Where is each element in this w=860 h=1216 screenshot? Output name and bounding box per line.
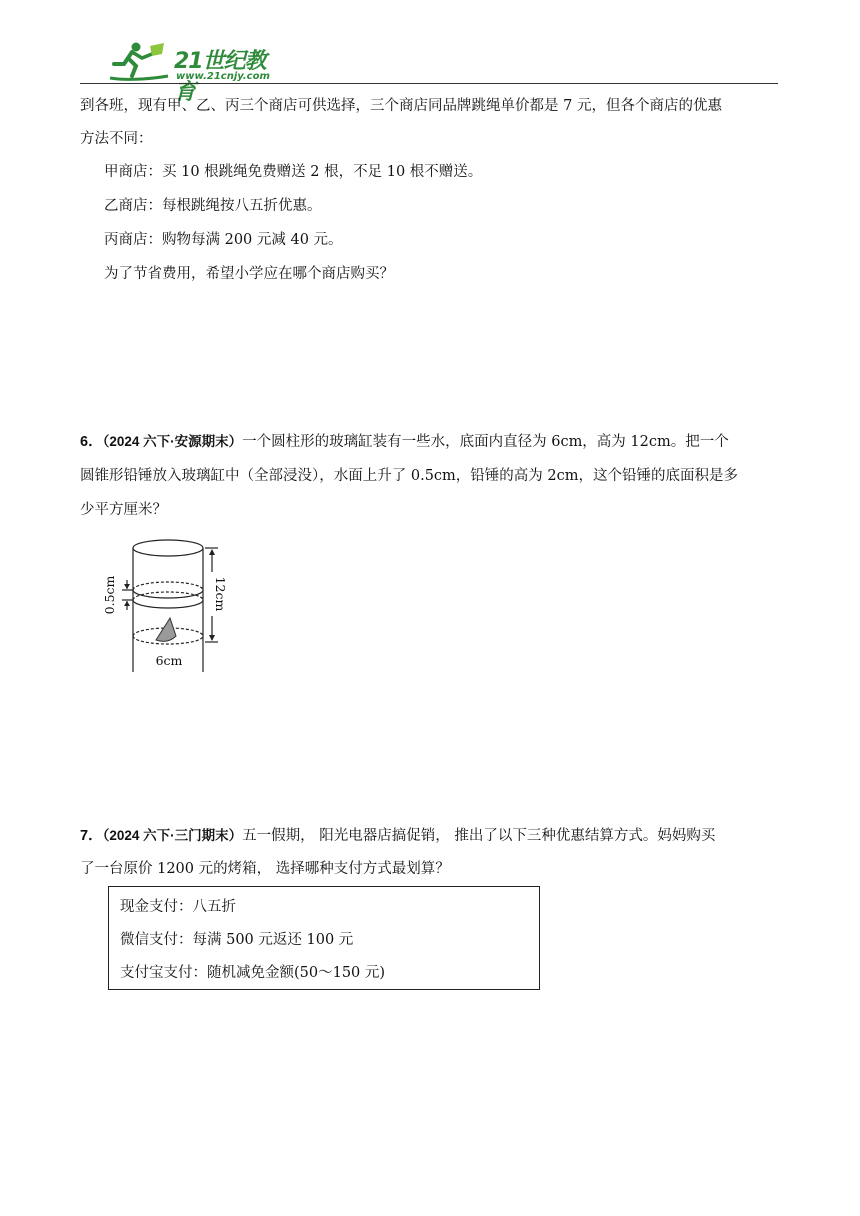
q5-question: 为了节省费用，希望小学应在哪个商店购买？ [104,266,394,282]
q7-text: 五一假期， 阳光电器店搞促销， 推出了以下三种优惠结算方式。妈妈购买 [242,828,716,844]
q6-source: （2024 六下·安源期末） [102,434,243,449]
q7-number: 7． [80,828,103,844]
q5-shop-b: 乙商店：每根跳绳按八五折优惠。 [104,198,322,214]
q7-line1 [80,826,715,846]
option-cash: 现金支付：八五折 [120,899,236,915]
site-logo [102,40,282,105]
header-divider [80,83,778,84]
cylinder-diagram [96,532,236,674]
q5-shop-c: 丙商店：购物每满 200 元减 40 元。 [104,232,343,248]
runner-logo-icon [102,40,172,86]
q5-shop-a: 甲商店：买 10 根跳绳免费赠送 2 根，不足 10 根不赠送。 [104,164,483,180]
q6-line3: 少平方厘米？ [80,502,167,518]
logo-url: www.21cnjy.com [176,71,270,82]
height-label: 12cm [213,576,228,612]
q6-number: 6． [80,434,103,450]
q6-line2: 圆锥形铅锤放入玻璃缸中（全部浸没），水面上升了 0.5cm，铅锤的高为 2cm，这个铅锤的底面积是多 [80,468,738,484]
logo-title: 21世纪教育 [174,49,266,105]
option-alipay: 支付宝支付：随机减免金额(50～150 元) [120,965,386,981]
q6-line1 [80,432,729,452]
q6-text: 一个圆柱形的玻璃缸装有一些水，底面内直径为 6cm，高为 12cm。把一个 [242,434,729,450]
diameter-label: 6cm [155,653,183,668]
payment-options-box [108,886,540,990]
rise-label: 0.5cm [102,575,117,615]
q5-text-line2: 方法不同： [80,131,153,147]
q7-source: （2024 六下·三门期末） [102,828,243,843]
q7-line2: 了一台原价 1200 元的烤箱， 选择哪种支付方式最划算？ [80,861,450,877]
cylinder-figure [96,532,236,674]
q5-text-line1: 到各班，现有甲、乙、丙三个商店可供选择，三个商店同品牌跳绳单价都是 7 元，但各个商店的优惠 [80,98,722,114]
option-wechat: 微信支付：每满 500 元返还 100 元 [120,932,354,948]
page-header [80,38,778,105]
